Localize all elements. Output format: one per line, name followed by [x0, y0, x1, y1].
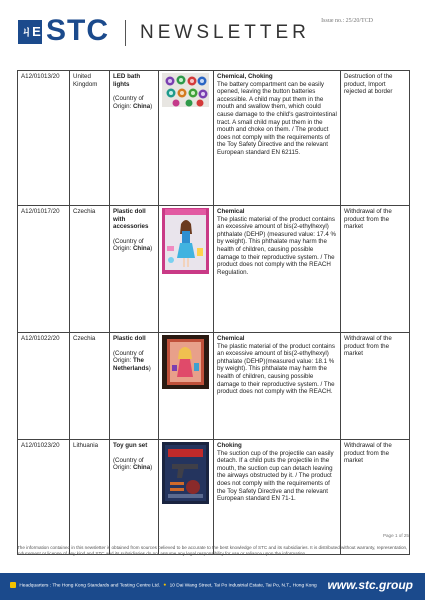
- newsletter-title: NEWSLETTER: [140, 22, 310, 43]
- risk-description: The plastic material of the product contains an excessive amount of bis(2-ethylhexyl) phthalate (DEHP) (measured value: 17.4 % by weight). This phthalate may harm the health of children, causing possible damage to their reproductive system. / The product does not comply with the REACH Regulation.: [217, 215, 336, 276]
- building-icon: [10, 582, 16, 588]
- notifying-country: Lithuania: [70, 440, 110, 555]
- reference-number: A12/01023/20: [18, 440, 70, 555]
- plastic-doll-photo: [162, 335, 209, 389]
- risk-description: The battery compartment can be easily opened, leaving the button batteries accessible. A child may put them in the mouth and swallow them, which could cause damage to the child's gastrointestinal tract. A small child may put them in the mouth and choke on them. / The product does not comply with the requirements of the Toy Safety Directive and the relevant European standard EN 62115.: [217, 80, 337, 156]
- hazard-type: Chemical: [217, 335, 245, 342]
- risk-description: The plastic material of the product contains an excessive amount of bis(2-ethylhexyl) phthalate (DEHP)(measured value: 18.1 % by weight). This phthalate may harm the health of children, causing possible damage to their reproductive system. / The product does not comply with the REACH.: [217, 342, 335, 396]
- measures-taken: Withdrawal of the product from the market: [341, 206, 410, 333]
- product-photo-cell: [159, 71, 214, 206]
- product-photo-cell: [159, 206, 214, 333]
- country-of-origin: (Country of Origin: China): [113, 456, 153, 472]
- country-of-origin: (Country of Origin: China): [113, 95, 153, 110]
- table-row: [18, 206, 410, 333]
- product-name: LED bath lights: [113, 73, 141, 88]
- product-name: Plastic doll with accessories: [113, 208, 149, 231]
- risk-cell: [214, 333, 341, 440]
- hazard-type: Choking: [217, 442, 242, 449]
- table-row: [18, 440, 410, 555]
- product-name: Plastic doll: [113, 335, 146, 342]
- risk-cell: [214, 440, 341, 555]
- recall-table: [17, 70, 410, 555]
- product-photo-cell: [159, 333, 214, 440]
- headquarters-info: [10, 582, 317, 588]
- product-cell: [110, 440, 159, 555]
- risk-cell: [214, 206, 341, 333]
- plastic-doll-with-accessories-photo: [162, 208, 209, 274]
- issue-number: Issue no.: 25/20/TCD: [321, 18, 373, 24]
- table-row: [18, 71, 410, 206]
- measures-taken: Destruction of the product, Import rejected at border: [341, 71, 410, 206]
- risk-cell: [214, 71, 341, 206]
- headquarters-name: Headquarters : The Hong Kong Standards and Testing Centre Ltd.: [19, 583, 160, 589]
- stc-logo-mark: ㄐE: [18, 20, 42, 44]
- toy-gun-set-photo: [162, 442, 209, 504]
- newsletter-header: [0, 0, 425, 62]
- measures-taken: Withdrawal of the product from the market: [341, 440, 410, 555]
- reference-number: A12/01013/20: [18, 71, 70, 206]
- headquarters-address: 10 Dai Wang Street, Tai Po Industrial Estate, Tai Po, N.T., Hong Kong: [169, 583, 317, 589]
- location-pin-icon: ●: [163, 583, 167, 589]
- product-cell: [110, 333, 159, 440]
- notifying-country: Czechia: [70, 333, 110, 440]
- measures-taken: Withdrawal of the product from the market: [341, 333, 410, 440]
- website-link[interactable]: www.stc.group: [327, 578, 413, 592]
- hazard-type: Chemical, Choking: [217, 73, 273, 80]
- country-of-origin: (Country of Origin: The Netherlands): [113, 349, 151, 372]
- risk-description: The suction cup of the projectile can easily detach. If a child puts the projectile in the mouth, the suction cup can detach leaving the airways obstructed by it. / The product does not comply with the requirements of the Toy Safety Directive and the relevant European standard EN 71-1.: [217, 449, 334, 503]
- page-number: Page 1 of 25: [382, 533, 409, 538]
- country-of-origin: (Country of Origin: China): [113, 237, 153, 253]
- stc-logo-text: STC: [46, 14, 109, 47]
- reference-number: A12/01017/20: [18, 206, 70, 333]
- header-divider: [125, 20, 126, 46]
- hazard-type: Chemical: [217, 208, 245, 215]
- product-name: Toy gun set: [113, 442, 148, 449]
- notifying-country: United Kingdom: [70, 71, 110, 206]
- table-row: [18, 333, 410, 440]
- product-photo-cell: [159, 440, 214, 555]
- footer-bar: [0, 573, 425, 600]
- led-bath-lights-photo: [162, 73, 209, 107]
- notifying-country: Czechia: [70, 206, 110, 333]
- reference-number: A12/01022/20: [18, 333, 70, 440]
- product-cell: [110, 71, 159, 206]
- disclaimer-text: The information contained in this newsletter is obtained from sources believed to be accurate to the best knowledge of STC and its subsidiaries. It is distributed without warranty, representation, inducement or license of any kind and STC and its subsidiaries do not assume any legal responsibility for use or reliance upon the information.: [17, 545, 408, 556]
- product-cell: [110, 206, 159, 333]
